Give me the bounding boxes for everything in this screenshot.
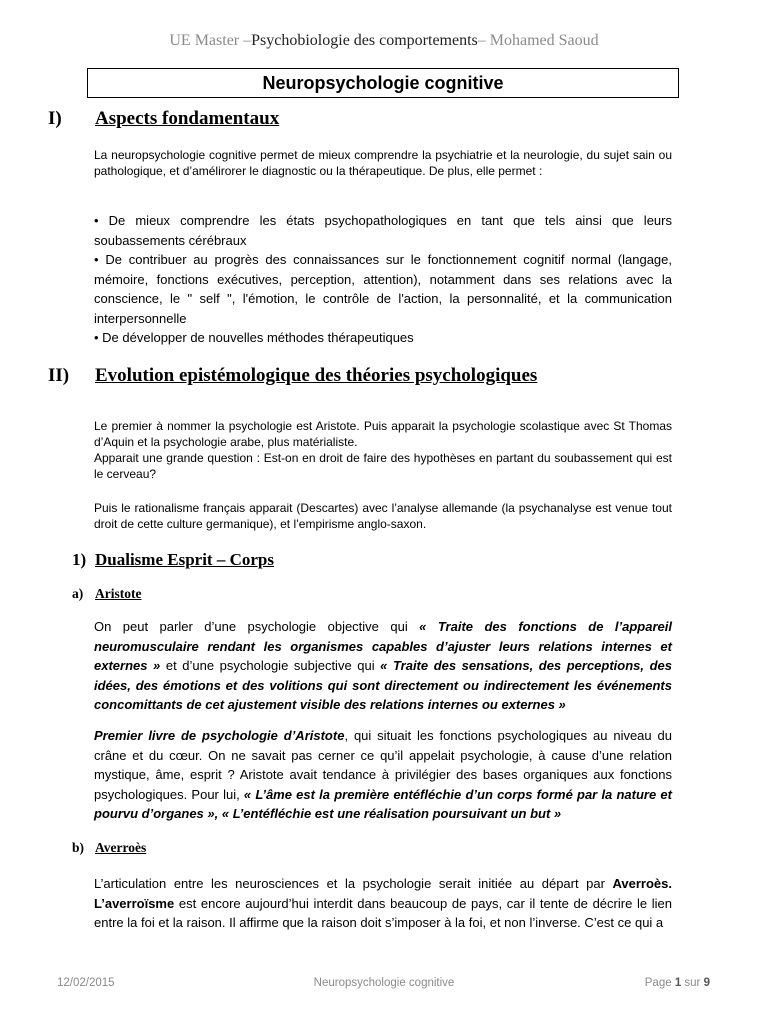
section1-title: Aspects fondamentaux (95, 108, 280, 129)
header-course: Psychobiologie des comportements (251, 32, 478, 49)
section2-paragraph-1 (94, 418, 672, 482)
document-title: Neuropsychologie cognitive (87, 68, 679, 98)
section1-intro: La neuropsychologie cognitive permet de mieux comprendre la psychiatrie et la neurologie, du sujet sain ou pathologique, et d’amélirorer le diagnostic ou la thérapeutique. De plus, elle permet : (94, 148, 672, 178)
list-item: • De mieux comprendre les états psychopathologiques en tant que tels ainsi que leurs soubassements cérébraux (94, 213, 672, 248)
text-run: est encore aujourd’hui interdit dans beaucoup de pays, car il tente de décrire le lien entre la foi et la raison. Il affirme que la raison doit s’imposer à la foi, et non l’inverse. C’est ce qui a (94, 895, 672, 930)
text-run: On peut parler d’une psychologie objective qui (94, 619, 420, 634)
header-prefix: UE Master – (169, 32, 252, 49)
header-author: – Mohamed Saoud (477, 32, 599, 49)
section1-number: I) (48, 108, 62, 129)
text-run: et d’une psychologie subjective qui (160, 658, 381, 673)
footer-date: 12/02/2015 (57, 977, 115, 989)
quote-objective: « Traite des fonctions de l’appareil neuromusculaire rendant les organismes capables d’ajuster leurs relations internes et externes » (94, 619, 672, 673)
subsection-a-number: a) (72, 586, 84, 601)
subsection-b-title: Averroès (95, 840, 147, 855)
aristote-paragraph-1 (94, 617, 672, 715)
text-run: L’articulation entre les neurosciences et la psychologie serait initiée au départ par (94, 876, 613, 891)
subsection1-title: Dualisme Esprit – Corps (95, 550, 274, 569)
page-total: 9 (703, 977, 710, 989)
section2-paragraph-2: Puis le rationalisme français apparait (Descartes) avec l’analyse allemande (la psychanalyse est venue tout droit de cette culture germanique), et l’empirisme anglo-saxon. (94, 501, 672, 531)
aristote-paragraph-2 (94, 726, 672, 824)
bold-run: Averroès. L’averroïsme (94, 876, 672, 911)
running-header (0, 32, 768, 50)
subsection-a-title: Aristote (95, 586, 142, 601)
quote-ame: « L’âme est la première entéfléchie d’un corps formé par la nature et pourvu d’organes », « L’entéfléchie est une réalisation poursuivant un but » (94, 786, 672, 821)
quote-subjective: « Traite des sensations, des perceptions, des idées, des émotions et des volitions qui sont directement ou indirectement les événements concomittants de cet ajustement visible des relations internes ou externes » (94, 658, 672, 712)
text-run: , qui situait les fonctions psychologiques au niveau du crâne et du cœur. On ne savait pas cerner ce qu’il appelait psychologie, à cause d’une relation mystique, âme, esprit ? Aristote avait tendance à privilégier des bases organiques aux fonctions psychologiques. Pour lui, (94, 728, 672, 802)
list-item: • De contribuer au progrès des connaissances sur le fonctionnement cognitif normal (langage, mémoire, fonctions exécutives, perception, attention), notamment dans ses relations avec la conscience, le " self ", l'émotion, le contrôle de l'action, la personnalité, et la communication interpersonnelle (94, 252, 672, 326)
subsection-b-number: b) (72, 840, 85, 855)
section2-number: II) (48, 365, 70, 386)
list-item: • De développer de nouvelles méthodes thérapeutiques (94, 330, 414, 345)
page-current: 1 (674, 977, 682, 989)
footer-title: Neuropsychologie cognitive (313, 977, 455, 989)
paragraph-line: Le premier à nommer la psychologie est Aristote. Puis apparait la psychologie scolastique avec St Thomas d’Aquin et la psychologie arabe, plus matérialiste. (94, 419, 672, 449)
averroes-paragraph (94, 874, 672, 933)
page-separator: sur (681, 977, 704, 989)
page-label: Page (644, 977, 675, 989)
section2-title: Evolution epistémologique des théories psychologiques (95, 365, 538, 386)
section1-bullet-list (94, 211, 672, 348)
book-title: Premier livre de psychologie d’Aristote (94, 728, 345, 743)
paragraph-line: Apparait une grande question : Est-on en droit de faire des hypothèses en partant du soubassement qui est le cerveau? (94, 451, 672, 481)
subsection1-number: 1) (72, 550, 87, 569)
footer-page-number (645, 977, 710, 989)
